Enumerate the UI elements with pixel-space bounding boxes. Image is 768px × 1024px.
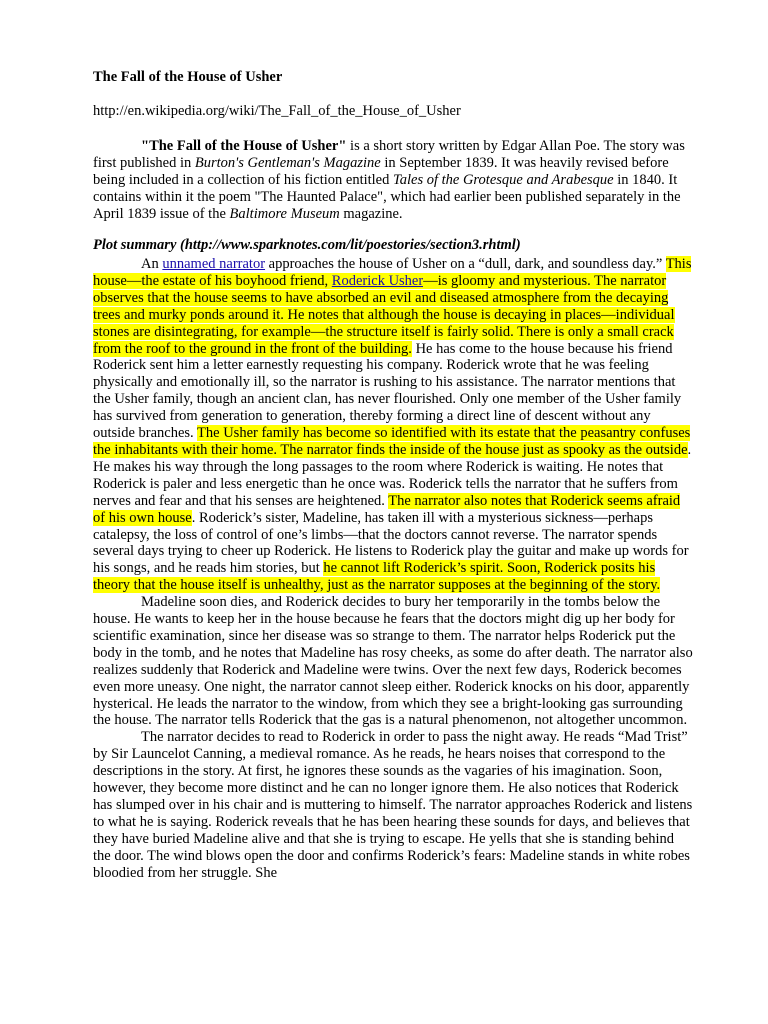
- roderick-usher-link[interactable]: Roderick Usher: [331, 272, 424, 289]
- unnamed-narrator-link[interactable]: unnamed narrator: [162, 256, 266, 272]
- highlight-3: The narrator also notes that Roderick seems afraid of his own house: [93, 492, 681, 526]
- plot-paragraph-3: The narrator decides to read to Roderick in order to pass the night away. He reads “Mad Trist” by Sir Launcelot Canning, a medieval romance. As he reads, he hears noises that correspond to the descriptions in the story. At first, he ignores these sounds as the vagaries of his imagination. Soon, however, they become more distinct and he can no longer ignore them. He also notices that Roderick has slumped over in his chair and is muttering to himself. The narrator approaches Roderick and listens to what he is saying. Roderick reveals that he has been hearing these sounds for days, and believes that they have buried Madeline alive and that she is trying to escape. He yells that she is standing behind the door. The wind blows open the door and confirms Roderick’s fears: Madeline stands in white robes bloodied from her struggle. She: [93, 729, 693, 881]
- intro-text-4: magazine.: [339, 206, 403, 222]
- text-run: He has come to the house because his friend Roderick sent him a letter earnestly requesting his company. Roderick wrote that he was feeling physically and emotionally ill, so the narrator is rushing to his assistance. The narrator mentions that the Usher family, though an ancient clan, has never flourished. Only one member of the Usher family has survived from generation to generation, thereby forming a direct line of descent without any outside branches.: [93, 340, 682, 442]
- highlight-2: The Usher family has become so identified with its estate that the peasantry confuses the inhabitants with their home. The narrator finds the inside of the house just as spooky as the outside: [93, 425, 691, 458]
- text-run: . Roderick’s sister, Madeline, has taken ill with a mysterious sickness—perhaps catalepsy, the loss of control of one’s limbs—that the doctors cannot reverse. The narrator spends several days trying to cheer up Roderick. He listens to Roderick play the guitar and make up words for his songs, and he reads him stories, but: [93, 509, 689, 577]
- intro-text-3: in 1840. It contains within it the poem "The Haunted Palace", which had earlier been published separately in the April 1839 issue of the: [93, 172, 681, 222]
- highlight-1b: —is gloomy and mysterious. The narrator observes that the house seems to have absorbed an evil and diseased atmosphere from the decaying trees and murky ponds around it. He notes that although the house is decaying in places—individual stones are disintegrating, for example—the structure itself is fairly solid. There is only a small crack from the roof to the ground in the front of the building.: [93, 272, 675, 357]
- plot-paragraph-1: [93, 256, 693, 594]
- intro-paragraph: [93, 138, 693, 223]
- text-run: approaches the house of Usher on a “dull, dark, and soundless day.”: [265, 256, 666, 272]
- story-title-bold: The Fall of the House of Usher: [149, 138, 339, 154]
- quote-open: ": [141, 138, 150, 154]
- museum-title: Baltimore Museum: [229, 206, 340, 222]
- magazine-title: Burton's Gentleman's Magazine: [194, 155, 381, 171]
- highlight-4: he cannot lift Roderick’s spirit. Soon, Roderick posits his theory that the house itself is unhealthy, just as the narrator supposes at the beginning of the story.: [93, 560, 661, 594]
- highlight-1a: This house—the estate of his boyhood friend,: [93, 256, 692, 289]
- intro-text-2: in September 1839. It was heavily revised before being included in a collection of his fiction entitled: [93, 155, 669, 188]
- intro-text-1: is a short story written by Edgar Allan Poe. The story was first published in: [93, 138, 685, 171]
- collection-title: Tales of the Grotesque and Arabesque: [393, 172, 614, 188]
- document-title: The Fall of the House of Usher: [93, 69, 283, 85]
- text-run: . He makes his way through the long passages to the room where Roderick is waiting. He notes that Roderick is paler and less energetic than he once was. Roderick tells the narrator that he suffers from nerves and fear and that his senses are heightened.: [93, 441, 692, 509]
- quote-close: ": [338, 138, 347, 154]
- plot-paragraph-2: Madeline soon dies, and Roderick decides to bury her temporarily in the tombs below the house. He wants to keep her in the house because he fears that the doctors might dig up her body for scientific examination, since her disease was so strange to them. The narrator helps Roderick put the body in the tomb, and he notes that Madeline has rosy cheeks, as some do after death. The narrator also realizes suddenly that Roderick and Madeline were twins. Over the next few days, Roderick becomes even more uneasy. One night, the narrator cannot sleep either. Roderick knocks on his door, apparently hysterical. He leads the narrator to the window, from which they see a bright-looking gas surrounding the house. The narrator tells Roderick that the gas is a natural phenomenon, not altogether uncommon.: [93, 594, 693, 729]
- plot-summary-heading: Plot summary (http://www.sparknotes.com/lit/poestories/section3.rhtml): [93, 237, 521, 253]
- source-url[interactable]: http://en.wikipedia.org/wiki/The_Fall_of_the_House_of_Usher: [93, 103, 461, 119]
- plot-summary-body: [93, 256, 693, 882]
- text-run: An: [141, 256, 163, 272]
